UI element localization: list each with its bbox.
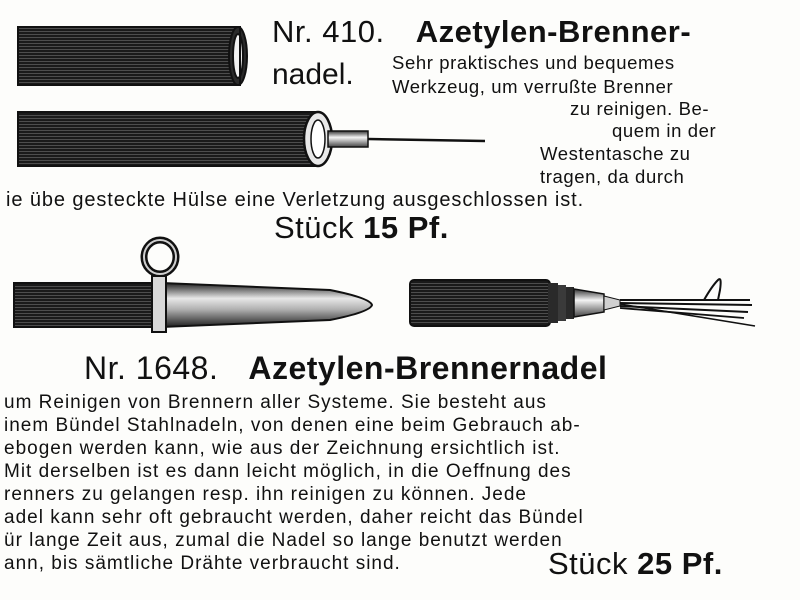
item-1648-price-value: 25 Pf. xyxy=(637,546,723,581)
item-410-description-line: ie übe gesteckte Hülse eine Verletzung ausgeschlossen ist. xyxy=(6,189,585,211)
item-1648-description-line: Mit derselben ist es dann leicht möglich, in die Oeffnung des xyxy=(4,461,572,482)
item-1648-description-line: um Reinigen von Brennern aller Systeme. Sie besteht aus xyxy=(4,392,547,413)
item-410-heading-continuation: nadel. xyxy=(272,58,354,91)
item-1648-price xyxy=(548,546,723,582)
item-410-price xyxy=(274,210,449,246)
item-410-name: Azetylen-Brenner- xyxy=(415,14,692,49)
item-410-description-line: Werkzeug, um verrußte Brenner xyxy=(392,76,674,97)
item-410-heading xyxy=(272,14,691,50)
needle-with-tip-icon xyxy=(18,112,485,166)
item-1648-name: Azetylen-Brennernadel xyxy=(248,350,608,386)
wire-bundle-needle-icon xyxy=(410,279,755,326)
item-410-description-line: quem in der xyxy=(612,120,717,141)
item-410-number: Nr. 410. xyxy=(272,14,385,49)
item-410-description-line: zu reinigen. Be- xyxy=(570,98,710,119)
item-410-price-value: 15 Pf. xyxy=(363,210,449,245)
item-1648-description-line: adel kann sehr oft gebraucht werden, daher reicht das Bündel xyxy=(4,507,584,528)
item-410-description-line: Westentasche zu xyxy=(540,143,691,164)
item-410-price-prefix: Stück xyxy=(274,210,355,245)
needle-sleeve-icon xyxy=(18,27,247,85)
item-1648-description-line: ebogen werden kann, wie aus der Zeichnung ersichtlich ist. xyxy=(4,438,561,459)
item-1648-number: Nr. 1648. xyxy=(84,350,219,386)
item-410-description-line: Sehr praktisches und bequemes xyxy=(392,52,675,73)
item-1648-heading xyxy=(84,350,607,387)
item-1648-description-line: ür lange Zeit aus, zumal die Nadel so lange benutzt werden xyxy=(4,530,563,551)
item-1648-description-line: renners zu gelangen resp. ihn reinigen zu können. Jede xyxy=(4,484,527,505)
item-410-description-line: tragen, da durch xyxy=(540,166,685,187)
item-1648-price-prefix: Stück xyxy=(548,546,629,581)
item-1648-description-line: ann, bis sämtliche Drähte verbraucht sind. xyxy=(4,553,401,574)
item-1648-description-line: inem Bündel Stahlnadeln, von denen eine beim Gebrauch ab- xyxy=(4,415,581,436)
needle-holder-with-ring-icon xyxy=(14,240,372,332)
